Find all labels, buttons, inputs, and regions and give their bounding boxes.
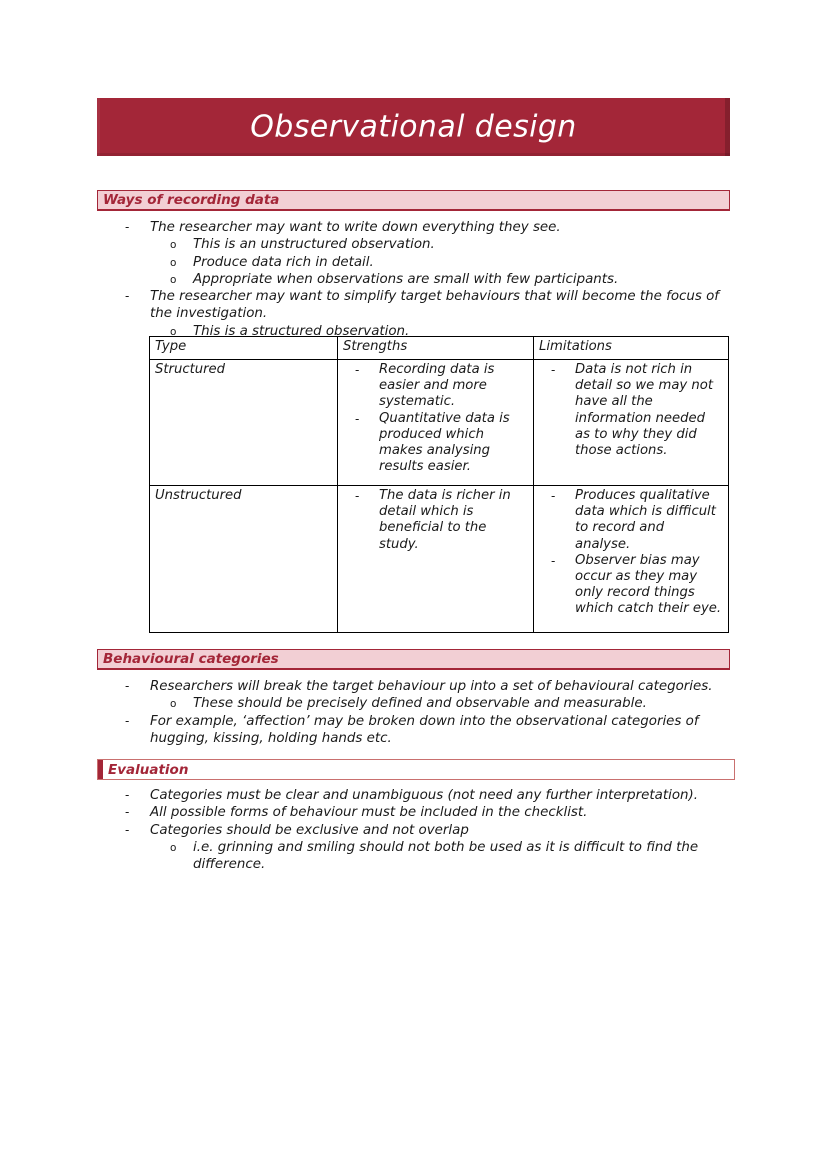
list-item-text: For example, ‘affection’ may be broken down into the observational categories of hugging, kissing, holding hands etc. [150,713,699,746]
list-item-text: The researcher may want to write down everything they see. [150,220,561,235]
list-item [97,787,733,804]
table-cell-type: Unstructured [150,486,338,633]
table-cell-limitations [534,360,729,486]
comparison-table [149,336,729,633]
table-row [150,360,729,486]
table-column-header-strengths: Strengths [338,337,534,360]
cell-bullet-list [539,488,723,618]
cell-list-item-text: Quantitative data is produced which makes analysing results easier. [379,410,510,475]
bullet-marker-circle: o [170,273,177,286]
cell-list-item-text: The data is richer in detail which is beneficial to the study. [379,488,511,552]
bullet-marker-dash: - [125,822,130,837]
bullet-marker-dash: - [125,220,130,234]
bullet-marker-circle: o [170,256,177,269]
list-item-text: Categories must be clear and unambiguous (not need any further interpretation). [150,788,699,803]
bullet-marker-dash: - [551,553,556,568]
list-item-text: i.e. grinning and smiling should not both be used as it is difficult to find the difference. [193,839,699,873]
list-item [97,678,733,695]
bullet-list-ways-of-recording-data [97,219,733,340]
table-cell-strengths [338,360,534,486]
cell-list-item [539,488,723,553]
list-item [97,804,733,821]
cell-bullet-list [343,362,528,475]
list-item [97,236,733,253]
bullet-marker-dash: - [125,679,130,693]
bullet-marker-dash: - [551,363,556,377]
bullet-marker-dash: - [125,713,130,728]
list-item [97,713,733,748]
bullet-marker-dash: - [551,489,556,503]
section-header-behavioural-categories [97,649,730,670]
section-heading-label: Evaluation [108,761,189,778]
list-item [97,254,733,271]
cell-list-item-text: Data is not rich in detail so we may not have all the information needed as to why they did those actions. [575,362,713,459]
cell-list-item-text: Recording data is easier and more systematic. [379,362,495,410]
section-heading-label: Ways of recording data [103,192,280,208]
bullet-marker-circle: o [170,325,177,338]
table-cell-limitations [534,486,729,633]
bullet-marker-circle: o [170,841,177,854]
bullet-list-behavioural-categories [97,678,733,747]
list-item [97,839,733,874]
bullet-list-evaluation [97,787,733,873]
table-header-row [150,337,729,360]
table-column-header-type: Type [150,337,338,360]
cell-list-item [343,488,528,553]
section-heading-label: Behavioural categories [103,651,279,667]
cell-list-item [539,362,723,459]
list-item-text: The researcher may want to simplify target behaviours that will become the focus of the investigation. [150,289,720,322]
cell-list-item-text: Produces qualitative data which is difficult to record and analyse. [575,488,716,552]
list-item-text: Researchers will break the target behaviour up into a set of behavioural categories. [150,679,713,694]
list-item [97,288,733,323]
list-item-text: These should be precisely defined and observable and measurable. [193,696,647,712]
section-header-ways-of-recording-data [97,190,730,211]
table-cell-strengths [338,486,534,633]
list-item-text: All possible forms of behaviour must be included in the checklist. [150,805,588,821]
cell-list-item-text: Observer bias may occur as they may only record things which catch their eye. [575,552,722,617]
title-banner [97,98,730,156]
cell-bullet-list [539,362,723,459]
list-item-text: Categories should be exclusive and not overlap [150,822,469,838]
list-item [97,822,733,839]
list-item [97,219,733,236]
list-item [97,695,733,712]
table-cell-type: Structured [150,360,338,486]
list-item-text: Appropriate when observations are small with few participants. [193,271,619,287]
table-column-header-limitations: Limitations [534,337,729,360]
page-title: Observational design [250,109,577,145]
cell-list-item [539,553,723,618]
list-item-text: Produce data rich in detail. [193,254,374,270]
list-item [97,271,733,288]
bullet-marker-circle: o [170,239,177,252]
bullet-marker-dash: - [355,489,360,503]
bullet-marker-dash: - [125,289,130,304]
bullet-marker-dash: - [355,411,360,426]
bullet-marker-dash: - [355,363,360,377]
list-item-text: This is an unstructured observation. [193,237,435,253]
cell-list-item [343,411,528,476]
bullet-marker-dash: - [125,805,130,820]
cell-list-item [343,362,528,411]
bullet-marker-circle: o [170,698,177,711]
cell-bullet-list [343,488,528,553]
bullet-marker-dash: - [125,788,130,802]
list-item-text: This is a structured observation. [193,323,410,339]
table-row [150,486,729,633]
section-header-evaluation [97,759,735,780]
